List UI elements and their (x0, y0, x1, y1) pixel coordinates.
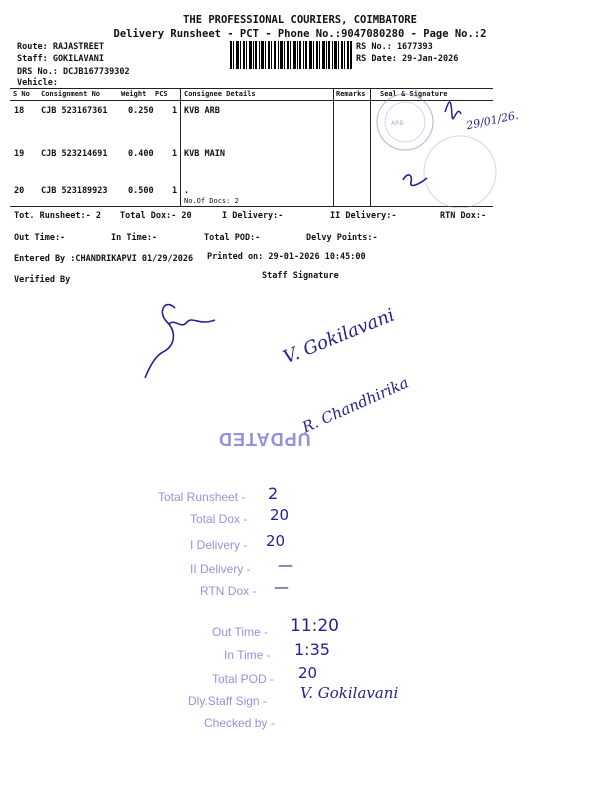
col-consignment: Consignment No (41, 90, 101, 98)
stamp-total-dox-value: 20 (270, 506, 290, 524)
stamp-in-time-label: In Time - (224, 648, 271, 662)
ii-delivery: II Delivery:- (330, 211, 397, 221)
table-row-sno: 18 (14, 106, 25, 116)
seal-stamps (365, 92, 505, 208)
col-sno: S No (13, 90, 30, 98)
barcode (230, 41, 352, 69)
entered-by: Entered By :CHANDRIKAPVI 01/29/2026 (14, 254, 194, 264)
delvy-points: Delvy Points:- (306, 233, 378, 243)
route-label: Route: RAJASTREET (17, 42, 104, 52)
table-row-consignee: KVB MAIN (184, 149, 225, 159)
no-of-docs: No.Of Docs: 2 (184, 197, 239, 205)
table-row-sno: 19 (14, 149, 25, 159)
table-row-weight: 0.250 (128, 106, 154, 116)
in-time: In Time:- (111, 233, 158, 243)
verifier-signature (135, 290, 225, 382)
verified-by: Verified By (14, 275, 71, 285)
runsheet-subtitle: Delivery Runsheet - PCT - Phone No.:9047080280 - Page No.:2 (113, 28, 487, 40)
stamp-rtn-dox-label: RTN Dox - (200, 584, 257, 598)
stamp-ii-delivery-label: II Delivery - (190, 562, 251, 576)
stamp-total-pod-label: Total POD - (212, 672, 275, 686)
stamp-out-time-value: 11:20 (290, 616, 339, 636)
rs-number: RS No.: 1677393 (356, 42, 433, 52)
table-row-pcs: 1 (172, 106, 178, 116)
stamp-rtn-dox-value: — (274, 578, 289, 596)
table-row-pcs: 1 (172, 186, 178, 196)
table-row-cno: CJB 523189923 (41, 186, 108, 196)
staff-label: Staff: GOKILAVANI (17, 54, 104, 64)
table-row-cno: CJB 523214691 (41, 149, 108, 159)
total-dox: Total Dox:- 20 (120, 211, 192, 221)
col-seal-signature: Seal & Signature (380, 90, 448, 98)
col-pcs: PCS (155, 90, 168, 98)
i-delivery: I Delivery:- (222, 211, 284, 221)
updated-stamp: UPDATED (218, 429, 311, 449)
col-weight: Weight (121, 90, 147, 98)
svg-text:ARB: ARB (391, 120, 404, 127)
table-row-sno: 20 (14, 186, 25, 196)
stamp-total-runsheet-label: Total Runsheet - (158, 490, 246, 504)
staff-signature-label: Staff Signature (262, 271, 339, 281)
stamp-i-delivery-value: 20 (266, 532, 286, 550)
staff-handwritten-signature: V. Gokilavani (280, 304, 398, 369)
stamp-dly-staff-sign-value: V. Gokilavani (300, 684, 399, 702)
out-time: Out Time:- (14, 233, 66, 243)
col-remarks: Remarks (336, 90, 366, 98)
col-consignee: Consignee Details (184, 90, 256, 98)
table-row-weight: 0.400 (128, 149, 154, 159)
table-row-pcs: 1 (172, 149, 178, 159)
table-row-consignee: . (184, 186, 190, 196)
table-row-consignee: KVB ARB (184, 106, 220, 116)
stamp-in-time-value: 1:35 (294, 640, 330, 659)
total-pod: Total POD:- (204, 233, 261, 243)
table-row-cno: CJB 523167361 (41, 106, 108, 116)
company-title: THE PROFESSIONAL COURIERS, COIMBATORE (183, 14, 417, 26)
drs-number: DRS No.: DCJB167739302 (17, 67, 130, 77)
stamp-out-time-label: Out Time - (212, 625, 269, 639)
row18-handwritten-date: 29/01/26. (465, 108, 520, 133)
stamp-dly-staff-sign-label: Dly.Staff Sign - (188, 694, 267, 708)
checker-handwritten-signature: R. Chandhirika (299, 373, 412, 437)
stamp-total-runsheet-value: 2 (268, 484, 279, 503)
table-row-weight: 0.500 (128, 186, 154, 196)
rs-date: RS Date: 29-Jan-2026 (356, 54, 459, 64)
stamp-i-delivery-label: I Delivery - (190, 538, 248, 552)
stamp-ii-delivery-value: — (278, 556, 293, 574)
printed-on: Printed on: 29-01-2026 10:45:00 (207, 252, 366, 262)
stamp-total-pod-value: 20 (298, 664, 318, 682)
total-runsheet: Tot. Runsheet:- 2 (14, 211, 101, 221)
stamp-checked-by-label: Checked by - (204, 716, 275, 730)
stamp-total-dox-label: Total Dox - (190, 512, 248, 526)
rtn-dox: RTN Dox:- (440, 211, 487, 221)
vehicle-label: Vehicle: (17, 78, 58, 88)
